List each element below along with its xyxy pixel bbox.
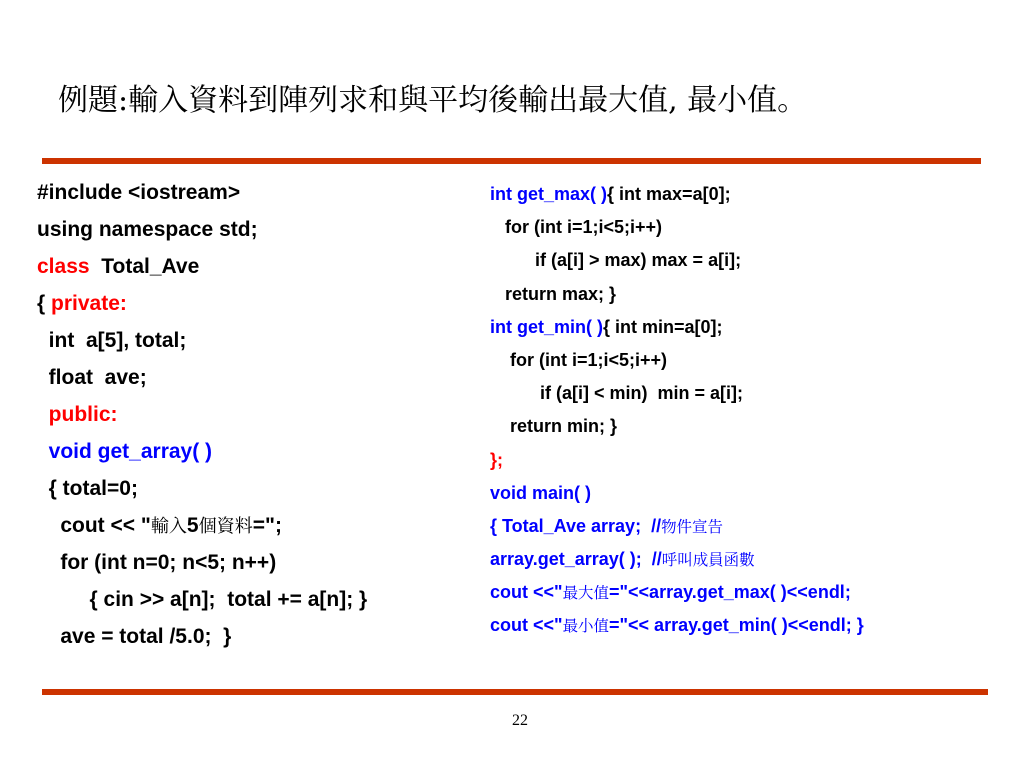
code-segment: private: (51, 292, 127, 315)
code-segment: array.get_array( ); // (490, 549, 662, 570)
code-line (490, 244, 864, 277)
code-segment: return min; } (490, 416, 618, 437)
code-line (37, 507, 367, 544)
code-segment: for (int i=1;i<5;i++) (490, 217, 663, 238)
code-segment: ="<<array.get_max( )<<endl; (608, 582, 851, 603)
code-segment: for (int n=0; n<5; n++) (37, 551, 277, 574)
code-segment: { (37, 292, 52, 315)
code-segment: { int max=a[0]; (607, 184, 731, 204)
page-number: 22 (512, 712, 528, 729)
code-segment: 輸入 (150, 516, 187, 537)
code-line (37, 470, 367, 507)
code-segment: ="<< array.get_min( )<<endl; } (608, 615, 864, 636)
code-line (490, 377, 864, 410)
code-segment: void main( ) (490, 482, 592, 503)
code-segment: 物件宣告 (661, 517, 723, 536)
code-line (490, 178, 864, 211)
code-segment: { total=0; (37, 477, 138, 500)
code-line (37, 174, 367, 211)
code-segment: 5 (186, 514, 199, 537)
code-segment: 最大值 (562, 584, 609, 603)
code-segment: int get_max( ) (490, 184, 608, 204)
code-line (37, 211, 367, 248)
code-segment: public: (37, 403, 118, 426)
code-segment: return max; } (490, 283, 617, 304)
code-line (37, 248, 367, 285)
code-line (490, 311, 864, 344)
code-line (37, 285, 367, 322)
code-block-right (490, 178, 864, 643)
code-segment: 最小值 (562, 617, 609, 636)
code-segment: }; (490, 449, 503, 470)
top-divider (42, 158, 981, 164)
code-segment: ave = total /5.0; } (37, 625, 232, 648)
code-line (37, 544, 367, 581)
code-line (37, 581, 367, 618)
code-segment: if (a[i] < min) min = a[i]; (490, 383, 744, 404)
code-line (490, 477, 864, 510)
code-segment: 個資料 (198, 516, 253, 537)
code-line (490, 609, 864, 642)
code-line (37, 618, 367, 655)
code-line (490, 543, 864, 576)
code-line (490, 410, 864, 443)
code-segment: 呼叫成員函數 (661, 551, 755, 570)
code-line (490, 211, 864, 244)
code-segment: { cin >> a[n]; total += a[n]; } (37, 588, 368, 611)
slide-title: 例題:輸入資料到陣列求和與平均後輸出最大值, 最小值。 (58, 83, 808, 118)
code-line (37, 322, 367, 359)
code-segment: cout << " (37, 514, 151, 537)
code-segment: #include <iostream> (37, 181, 241, 204)
code-line (490, 344, 864, 377)
code-line (490, 278, 864, 311)
code-line (490, 510, 864, 543)
code-segment: int a[5], total; (37, 329, 187, 352)
code-segment: float ave; (37, 366, 147, 389)
code-line (37, 359, 367, 396)
code-segment: { int min=a[0]; (603, 316, 723, 337)
code-segment: Total_Ave (89, 255, 200, 278)
code-line (490, 576, 864, 609)
code-segment: if (a[i] > max) max = a[i]; (490, 250, 742, 271)
code-segment: cout <<" (490, 582, 563, 603)
bottom-divider (42, 689, 988, 695)
code-segment: void get_array( ) (37, 440, 213, 463)
code-line (37, 433, 367, 470)
code-block-left (37, 174, 367, 655)
code-segment: using namespace std; (37, 218, 258, 241)
code-line (490, 444, 864, 477)
code-segment: cout <<" (490, 615, 563, 636)
code-segment: ="; (252, 514, 282, 537)
code-line (37, 396, 367, 433)
code-segment: class (37, 255, 90, 278)
code-segment: for (int i=1;i<5;i++) (490, 349, 668, 370)
code-segment: int get_min( ) (490, 316, 603, 337)
code-segment: { Total_Ave array; // (490, 515, 662, 536)
